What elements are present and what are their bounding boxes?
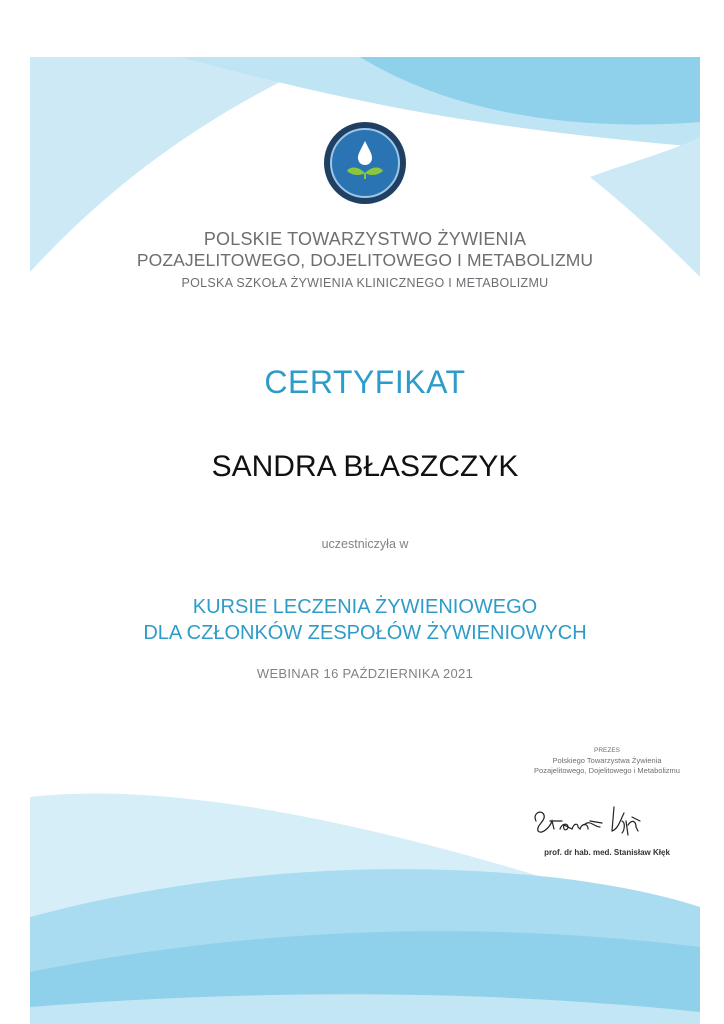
event-date: WEBINAR 16 PAŹDZIERNIKA 2021 (256, 666, 474, 681)
organization-school: POLSKA SZKOŁA ŻYWIENIA KLINICZNEGO I METABOLIZMU (181, 276, 549, 290)
participation-text: uczestniczyła w (321, 537, 409, 551)
signatory-org-line2: Pozajelitowego, Dojelitowego i Metabolizmu (534, 766, 680, 775)
droplet-leaf-icon (323, 121, 407, 205)
signatory-org-line1: Polskiego Towarzystwa Żywienia (552, 756, 662, 765)
organization-name-line2: POZAJELITOWEGO, DOJELITOWEGO I METABOLIZMU (136, 250, 594, 270)
course-name-line1: KURSIE LECZENIA ŻYWIENIOWEGO (192, 596, 538, 618)
certificate-title: CERTYFIKAT (264, 364, 466, 400)
signatory-role: PREZES (593, 747, 620, 754)
organization-name-line1: POLSKIE TOWARZYSTWO ŻYWIENIA (203, 229, 527, 249)
certificate-page (30, 57, 700, 1024)
recipient-name: SANDRA BŁASZCZYK (211, 450, 519, 483)
handwritten-signature (528, 799, 658, 839)
course-name-line2: DLA CZŁONKÓW ZESPOŁÓW ŻYWIENIOWYCH (143, 622, 587, 644)
signatory-name: prof. dr hab. med. Stanisław Kłęk (544, 848, 670, 857)
